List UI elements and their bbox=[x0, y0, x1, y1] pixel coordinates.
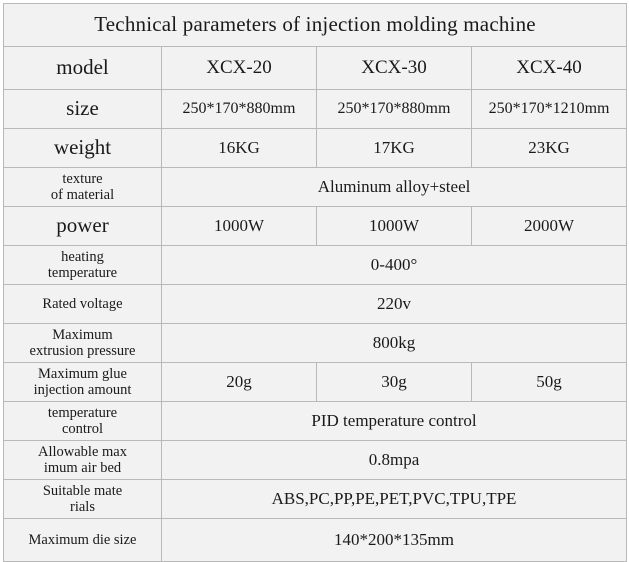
row-value: 250*170*1210mm bbox=[472, 90, 627, 129]
row-value: 250*170*880mm bbox=[162, 90, 317, 129]
table-row bbox=[4, 363, 627, 402]
row-value: 0.8mpa bbox=[162, 441, 627, 480]
table-title-row bbox=[4, 4, 627, 47]
row-value: 0-400° bbox=[162, 246, 627, 285]
row-value: 800kg bbox=[162, 324, 627, 363]
table-row bbox=[4, 441, 627, 480]
table-row bbox=[4, 519, 627, 562]
row-value: 20g bbox=[162, 363, 317, 402]
row-label: Maximum die size bbox=[4, 519, 162, 562]
row-value: 50g bbox=[472, 363, 627, 402]
table-row bbox=[4, 246, 627, 285]
table-title: Technical parameters of injection molding machine bbox=[4, 4, 627, 47]
table-row bbox=[4, 285, 627, 324]
row-value: 1000W bbox=[317, 207, 472, 246]
row-value: Aluminum alloy+steel bbox=[162, 168, 627, 207]
row-value: 140*200*135mm bbox=[162, 519, 627, 562]
row-label: Suitable mate rials bbox=[4, 480, 162, 519]
row-value: 220v bbox=[162, 285, 627, 324]
row-label: weight bbox=[4, 129, 162, 168]
row-label: heating temperature bbox=[4, 246, 162, 285]
row-value: XCX-20 bbox=[162, 47, 317, 90]
row-value: XCX-40 bbox=[472, 47, 627, 90]
row-label: size bbox=[4, 90, 162, 129]
row-value: ABS,PC,PP,PE,PET,PVC,TPU,TPE bbox=[162, 480, 627, 519]
row-value: XCX-30 bbox=[317, 47, 472, 90]
technical-parameters-table bbox=[3, 3, 627, 562]
row-value: 16KG bbox=[162, 129, 317, 168]
table-row bbox=[4, 480, 627, 519]
row-label: Maximum glue injection amount bbox=[4, 363, 162, 402]
row-label: Allowable max imum air bed bbox=[4, 441, 162, 480]
row-value: 30g bbox=[317, 363, 472, 402]
table-row bbox=[4, 90, 627, 129]
table-row bbox=[4, 402, 627, 441]
table-row bbox=[4, 47, 627, 90]
row-label: Maximum extrusion pressure bbox=[4, 324, 162, 363]
row-label: Rated voltage bbox=[4, 285, 162, 324]
row-value: 1000W bbox=[162, 207, 317, 246]
row-label: model bbox=[4, 47, 162, 90]
table-row bbox=[4, 324, 627, 363]
table-row bbox=[4, 207, 627, 246]
row-value: 250*170*880mm bbox=[317, 90, 472, 129]
row-label: texture of material bbox=[4, 168, 162, 207]
row-value: 23KG bbox=[472, 129, 627, 168]
table-row bbox=[4, 168, 627, 207]
row-value: 2000W bbox=[472, 207, 627, 246]
row-label: power bbox=[4, 207, 162, 246]
row-label: temperature control bbox=[4, 402, 162, 441]
row-value: 17KG bbox=[317, 129, 472, 168]
table-body bbox=[4, 4, 627, 562]
table-row bbox=[4, 129, 627, 168]
row-value: PID temperature control bbox=[162, 402, 627, 441]
